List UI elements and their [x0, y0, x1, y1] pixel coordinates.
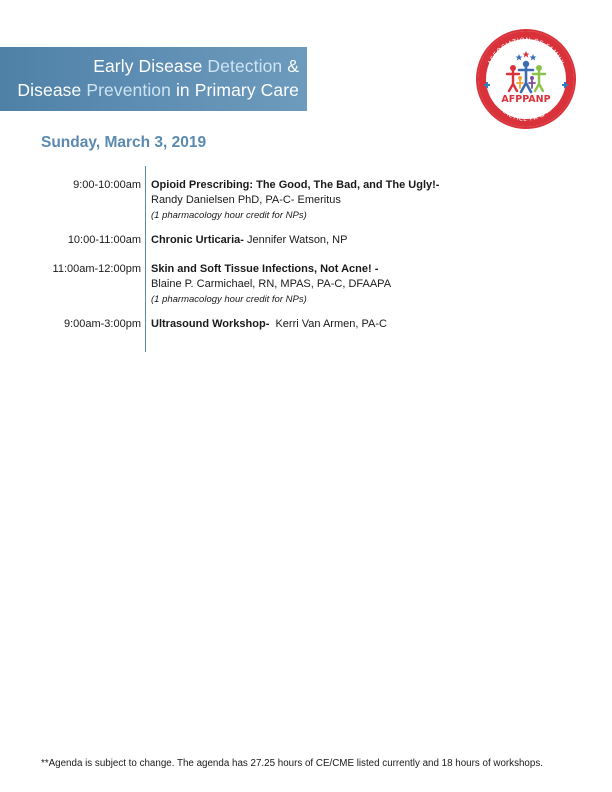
- header-banner: [0, 47, 307, 111]
- session-time: 9:00am-3:00pm: [63, 318, 141, 330]
- session-credit-note: (1 pharmacology hour credit for NPs): [151, 294, 307, 305]
- session-details: [151, 233, 347, 248]
- session-speaker: Kerri Van Armen, PA-C: [269, 318, 387, 330]
- agenda-footnote: **Agenda is subject to change. The agenda has 27.25 hours of CE/CME listed currently and 18 hours of workshops.: [41, 758, 543, 769]
- session-details: [151, 262, 391, 307]
- header-title-line2: Disease Prevention in Primary Care: [17, 80, 299, 100]
- logo-arc-top-text: ASSOCIATION OF FAMILY: [487, 36, 565, 67]
- timeline-divider: [145, 166, 146, 352]
- session-title: Opioid Prescribing: The Good, The Bad, and The Ugly!-: [151, 179, 440, 191]
- agenda-day-heading: Sunday, March 3, 2019: [41, 134, 207, 151]
- logo-arc-bottom-text: PRACTICE PA & NP: [496, 103, 556, 124]
- session-title: Ultrasound Workshop-: [151, 318, 270, 330]
- afppanp-logo: [475, 28, 577, 130]
- session-credit-note: (1 pharmacology hour credit for NPs): [151, 210, 307, 221]
- session-speaker: Blaine P. Carmichael, RN, MPAS, PA-C, DFAAPA: [151, 278, 392, 290]
- session-time: 10:00-11:00am: [67, 234, 141, 246]
- logo-acronym: AFPPANP: [501, 94, 551, 105]
- header-title-line1: Early Disease Detection &: [93, 56, 299, 76]
- session-time: 9:00-10:00am: [73, 179, 141, 191]
- session-title: Chronic Urticaria-: [151, 234, 244, 246]
- session-title: Skin and Soft Tissue Infections, Not Acne! -: [151, 263, 379, 275]
- session-details: [151, 178, 439, 223]
- session-speaker: Jennifer Watson, NP: [243, 234, 348, 246]
- session-details: [151, 317, 387, 332]
- session-time: 11:00am-12:00pm: [52, 263, 141, 275]
- session-speaker: Randy Danielsen PhD, PA-C- Emeritus: [151, 194, 341, 206]
